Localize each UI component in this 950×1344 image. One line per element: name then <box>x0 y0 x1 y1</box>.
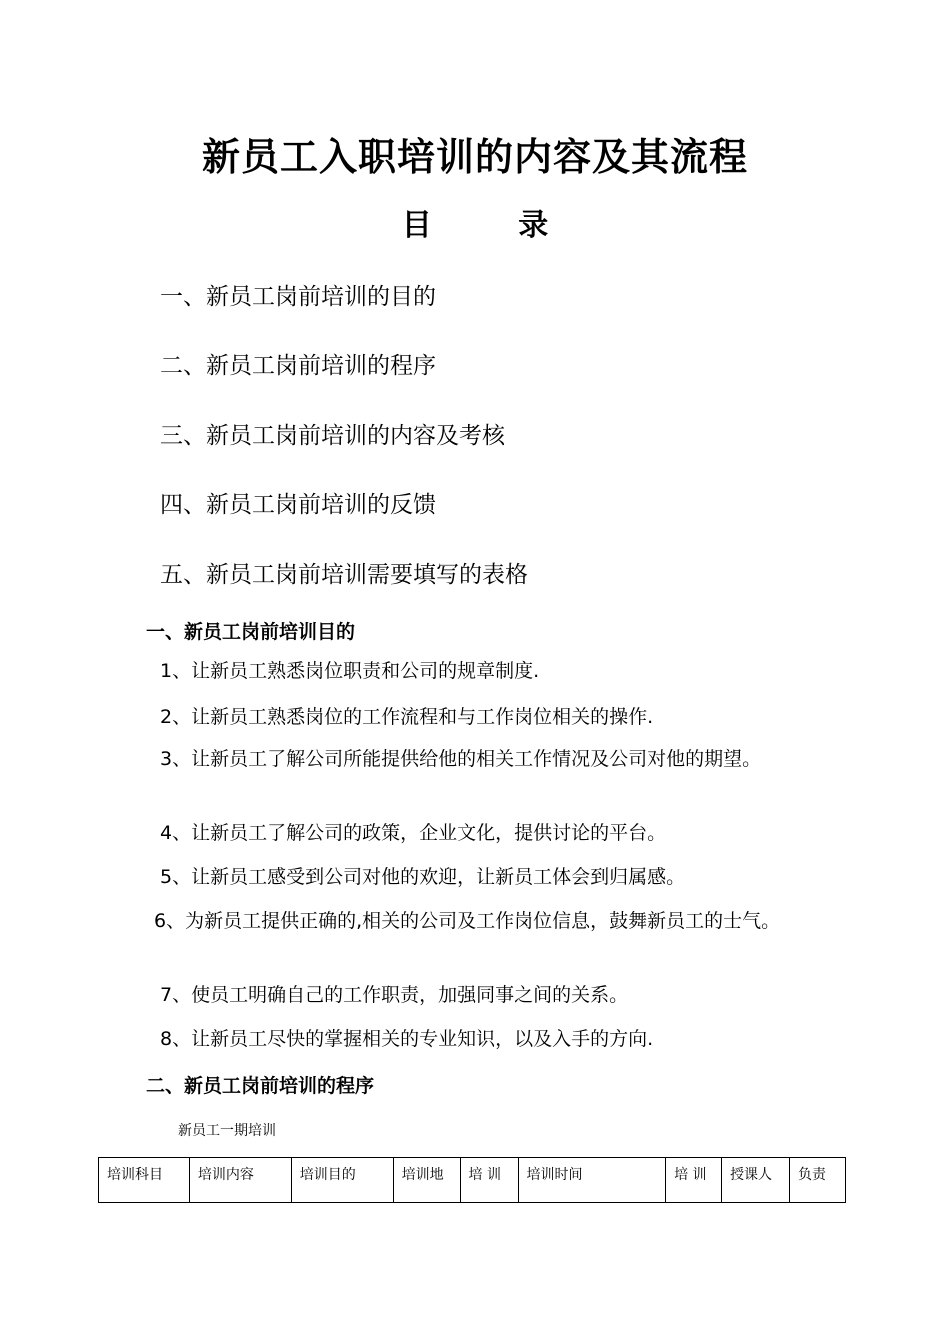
training-table <box>98 1157 846 1203</box>
purpose-item-5: 5、让新员工感受到公司对他的欢迎，让新员工体会到归属感。 <box>160 866 686 888</box>
table-header-cell: 培训目的 <box>291 1158 393 1203</box>
section-heading-1: 一、新员工岗前培训目的 <box>146 621 356 643</box>
table-header-cell: 培训地 <box>393 1158 460 1203</box>
toc-item-2: 二、新员工岗前培训的程序 <box>160 353 436 379</box>
toc-item-1: 一、新员工岗前培训的目的 <box>160 284 436 310</box>
toc-item-4: 四、新员工岗前培训的反馈 <box>160 492 436 518</box>
purpose-item-6: 6、为新员工提供正确的,相关的公司及工作岗位信息，鼓舞新员工的士气。 <box>154 910 781 932</box>
toc-heading <box>0 200 950 244</box>
purpose-item-2: 2、让新员工熟悉岗位的工作流程和与工作岗位相关的操作. <box>160 706 654 728</box>
table-caption: 新员工一期培训 <box>178 1123 276 1139</box>
table-header-cell: 授课人 <box>722 1158 790 1203</box>
section-heading-2: 二、新员工岗前培训的程序 <box>146 1075 375 1097</box>
toc-item-3: 三、新员工岗前培训的内容及考核 <box>160 423 505 449</box>
purpose-item-7: 7、使员工明确自己的工作职责，加强同事之间的关系。 <box>160 984 629 1006</box>
purpose-item-4: 4、让新员工了解公司的政策，企业文化，提供讨论的平台。 <box>160 822 667 844</box>
toc-heading-char-1: 目 <box>401 208 432 243</box>
purpose-item-3: 3、让新员工了解公司所能提供给他的相关工作情况及公司对他的期望。 <box>160 748 762 770</box>
table-header-cell: 培 训 <box>460 1158 518 1203</box>
purpose-item-1: 1、让新员工熟悉岗位职责和公司的规章制度. <box>160 660 540 682</box>
toc-item-5: 五、新员工岗前培训需要填写的表格 <box>160 562 528 588</box>
toc-heading-char-2: 录 <box>518 208 549 243</box>
table-header-cell: 培训内容 <box>189 1158 291 1203</box>
table-header-cell: 培训科目 <box>99 1158 190 1203</box>
table-header-cell: 培训时间 <box>518 1158 666 1203</box>
table-header-row <box>99 1158 846 1203</box>
table-header-cell: 培 训 <box>666 1158 722 1203</box>
table-header-cell: 负责 <box>790 1158 846 1203</box>
purpose-item-8: 8、让新员工尽快的掌握相关的专业知识，以及入手的方向. <box>160 1028 654 1050</box>
document-title: 新员工入职培训的内容及其流程 <box>201 135 748 179</box>
